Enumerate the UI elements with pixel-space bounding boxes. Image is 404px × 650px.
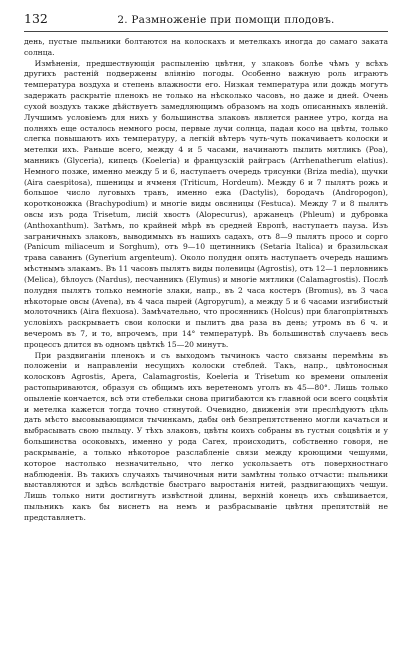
page-number: 132 (24, 11, 48, 26)
paragraph-flowering-times: Измѣненія, предшествующія распыленію цвѣтня, у злаковъ болѣе чѣмъ у всѣхъ другихъ растеній подвержены вліянію погоды. Особенно важную роль играютъ температура воздуха и степень влажности его. Низкая температура или дождь могутъ задержать раскрытіе пленокъ не только на нѣсколько часовъ, но даже и дней. Очень сухой воздухъ также дѣйствуетъ замедляющимъ образомъ на ходъ описанныхъ явленій. Лучшимъ условіемъ для нихъ у большинства злаковъ является раннее утро, когда на полняхъ еще осталось немного росы, первые лучи солнца, падая косо на цвѣты, только слегка повышаютъ ихъ температуру, а легкій вѣтеръ чуть-чуть покачиваетъ колоски и метелки ихъ. Раньше всего, между 4 и 5 часами, начинаютъ пылить мятликъ (Poa), манникъ (Glyceria), кипецъ (Koeleria) и французскій райграсъ (Arrhenatherum elatius). Немного позже, именно между 5 и 6, наступаетъ очередь трясунки (Briza media), щучки (Aira caespitosa), пшеницы и ячменя (Triticum, Hordeum). Между 6 и 7 пылятъ рожь и большое число луговыхъ травъ, именно ежа (Dactylis), бородачъ (Andropogon), коротконожка (Brachypodium) и многіе виды овсяницы (Festuca). Между 7 и 8 пылятъ овсы изъ рода Trisetum, лисій хвостъ (Alopecurus), аржанецъ (Phleum) и дубровка (Anthoxanthum). Затѣмъ, по крайней мѣрѣ въ средней Европѣ, наступаетъ пауза. Изъ заграничныхъ злаковъ, выводимыхъ въ нашихъ садахъ, отъ 8—9 пылятъ просо и сорго (Panicum miliaceum и Sorghum), отъ 9—10 щетинникъ (Setaria Italica) и бразильская трава саваннъ (Gynerium argenteum). Около полудня опять наступаетъ очередь нашимъ мѣстнымъ злакамъ. Въ 11 часовъ пылятъ виды полевицы (Agrostis), отъ 12—1 перловникъ (Melica), бѣлоусъ (Nardus), песчанникъ (Elymus) и многіе мятлики (Calamagrostis). Послѣ полудня пылятъ только немногіе злаки, напр., въ 2 часа костеръ (Bromus), въ 3 часа нѣкоторые овсы (Avena), въ 4 часа пырей (Agropyrum), а между 5 и 6 часами изгибистый молоточникъ (Aira flexuosa). Замѣчательно, что просянникъ (Holcus) при благопріятныхъ условіяхъ раскрываетъ свои колоски и пылитъ два раза въ день; утромъ въ 6 ч. и вечеромъ въ 7, и то, впрочемъ, при 14° температурѣ. Въ большинствѣ случаевъ весь процессъ длится въ одномъ цвѣткѣ 15—20 минутъ. (24, 58, 388, 349)
running-title: 2. Размноженіе при помощи плодовъ. (117, 14, 335, 26)
body-text (24, 37, 388, 524)
page-header (24, 11, 388, 32)
paragraph-stalk-movements: При раздвиганіи пленокъ и съ выходомъ тычинокъ часто связаны перемѣны въ положеніи и направленіи несущихъ колоски стеблей. Такъ, напр., цвѣтоносныя колосковъ Agrostis, Apera, Calamagrostis, Koeleria и Trisetum ко времени опыленія растопыриваются, образуя съ общимъ ихъ веретеномъ уголъ въ 45—80°. Лишь только опыленіе кончается, всѣ эти стебельки снова пригибаются къ главной оси всего соцвѣтія и метелка кажется тогда точно стянутой. Очевидно, движенія эти преслѣдуютъ цѣль дать мѣсто высовывающимся тычинкамъ, дабы онѣ безпрепятственно могли качаться и выбрасывать свою пыльцу. У тѣхъ злаковъ, цвѣты коихъ собраны въ густыя соцвѣтія и у большинства осоковыхъ, именно у рода Carex, происходитъ, собственно говоря, не раскрываніе, а только нѣкоторое разслабленіе связи между кроющими чешуями, которое настолько незначительно, что легко ускользаетъ отъ поверхностнаго наблюденія. Въ такихъ случаяхъ тычиночныя нити замѣтны только отчасти: пыльники выставляются и здѣсь вслѣдствіе быстраго выростанія нитей, раздвигающихъ чешуи. Лишь только нити достигнутъ извѣстной длины, верхній конецъ ихъ свѣшивается, пыльникъ какъ бы виснетъ на немъ и разбрасываніе цвѣтня препятствій не представляетъ. (24, 350, 388, 522)
paragraph-opening: день, пустые пыльники болтаются на колоскахъ и метелкахъ иногда до самаго заката солнца. (24, 37, 388, 57)
